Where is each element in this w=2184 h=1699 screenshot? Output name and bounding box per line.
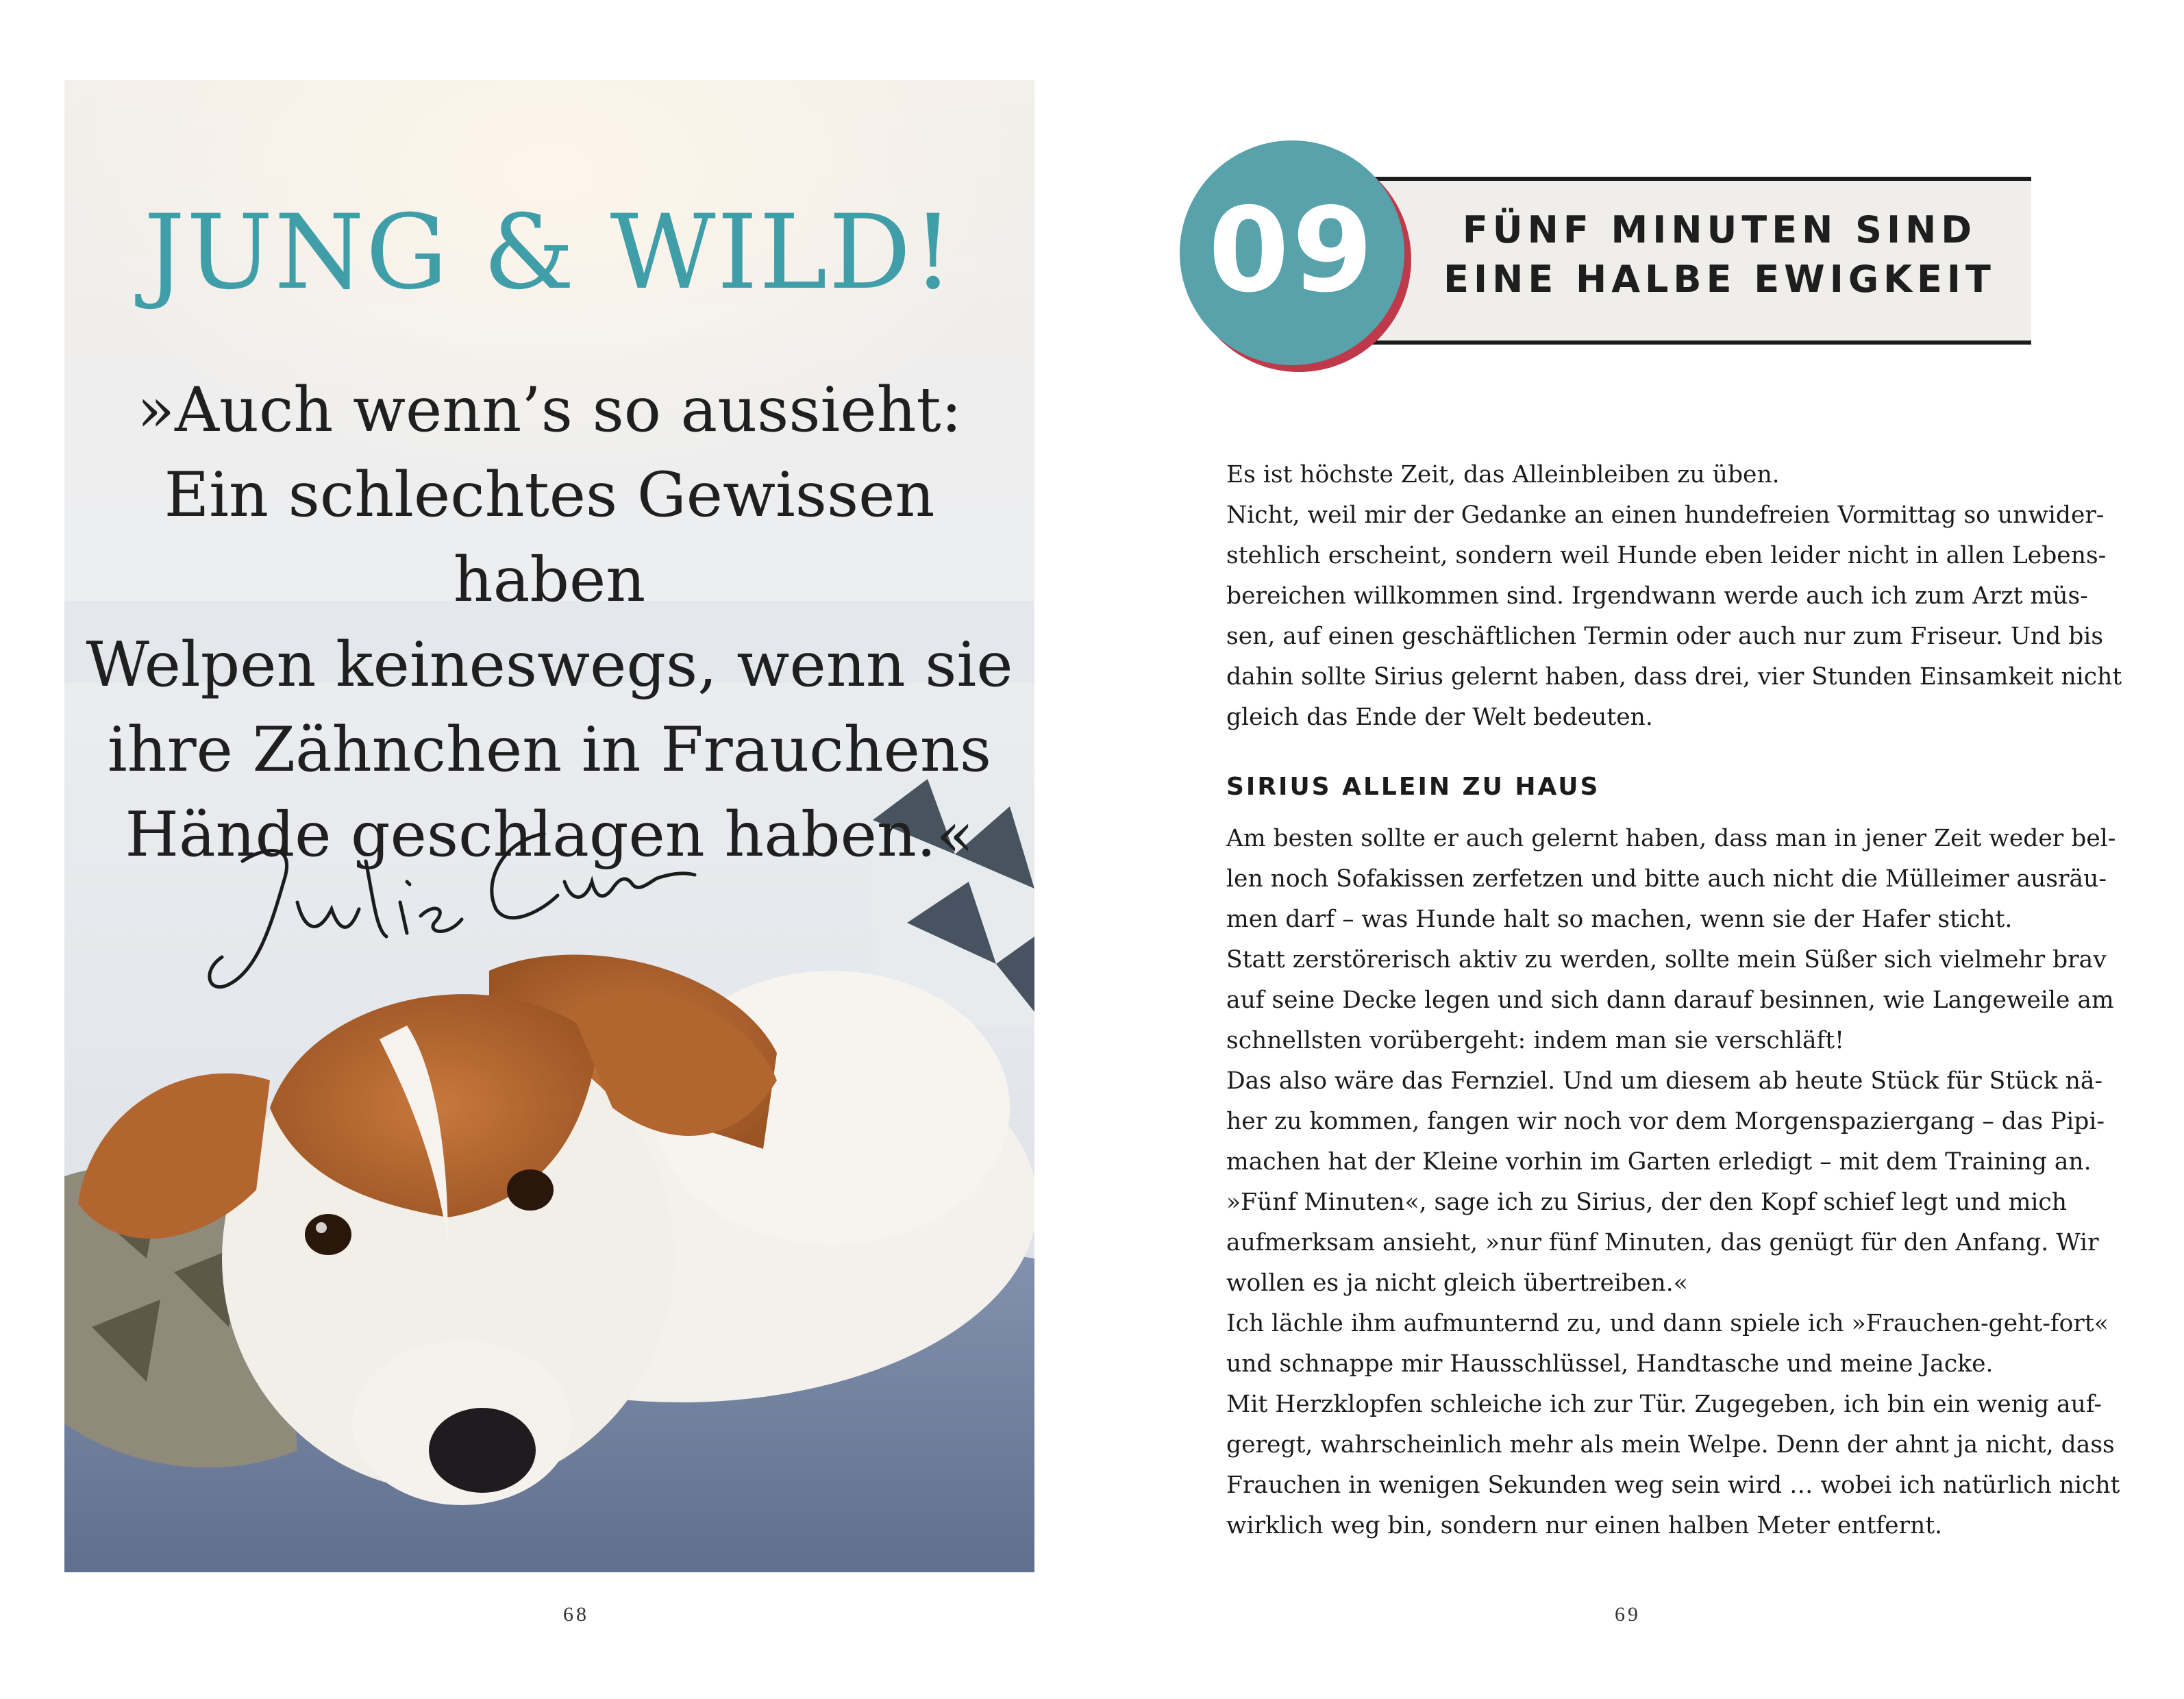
section-heading: SIRIUS ALLEIN ZU HAUS: [1226, 773, 1600, 801]
text-line: gleich das Ende der Welt bedeuten.: [1226, 704, 1653, 731]
text-line: auf seine Decke legen und sich dann darauf besinnen, wie Langeweile am: [1226, 987, 2114, 1014]
text-line: stehlich erscheint, sondern weil Hunde eben leider nicht in allen Lebens-: [1226, 542, 2107, 569]
quote-line: »Auch wenn’s so aussieht:: [136, 374, 963, 446]
text-line: Mit Herzklopfen schleiche ich zur Tür. Zugegeben, ich bin ein wenig auf-: [1226, 1391, 2102, 1418]
text-line: wollen es ja nicht gleich übertreiben.«: [1226, 1269, 1688, 1297]
dog-photo-panel: [64, 80, 1034, 1572]
text-line: Ich lächle ihm aufmunternd zu, und dann spiele ich »Frauchen-geht-fort«: [1226, 1310, 2109, 1337]
text-line: her zu kommen, fangen wir noch vor dem Morgenspaziergang – das Pipi-: [1226, 1108, 2105, 1135]
text-line: Am besten sollte er auch gelernt haben, dass man in jener Zeit weder bel-: [1226, 825, 2116, 852]
quote-line: Welpen keineswegs, wenn sie: [86, 629, 1013, 701]
text-line: wirklich weg bin, sondern nur einen halben Meter entfernt.: [1226, 1512, 1943, 1539]
text-line: bereichen willkommen sind. Irgendwann werde auch ich zum Arzt müs-: [1226, 582, 2088, 610]
section-paragraphs: [1226, 819, 2120, 1546]
text-line: Es ist höchste Zeit, das Alleinbleiben zu üben.: [1226, 461, 1780, 488]
quote-line: Ein schlechtes Gewissen haben: [164, 459, 935, 616]
quote-line: Hände geschlagen haben.«: [125, 799, 974, 871]
section-title: JUNG & WILD!: [143, 193, 956, 312]
text-line: Frauchen in wenigen Sekunden weg sein wird … wobei ich natürlich nicht: [1226, 1472, 2120, 1499]
page-number: 69: [1615, 1603, 1641, 1626]
text-line: Nicht, weil mir der Gedanke an einen hundefreien Vormittag so unwider-: [1226, 501, 2105, 529]
chapter-title-line: FÜNF MINUTEN SIND: [1462, 208, 1977, 251]
quote-line: ihre Zähnchen in Frauchens: [107, 714, 992, 786]
text-line: geregt, wahrscheinlich mehr als mein Welpe. Denn der ahnt ja nicht, dass: [1226, 1431, 2115, 1459]
text-line: sen, auf einen geschäftlichen Termin oder auch nur zum Friseur. Und bis: [1226, 623, 2104, 650]
text-line: Statt zerstörerisch aktiv zu werden, sollte mein Süßer sich vielmehr brav: [1226, 946, 2107, 973]
text-line: aufmerksam ansieht, »nur fünf Minuten, das genügt für den Anfang. Wir: [1226, 1229, 2099, 1256]
text-line: machen hat der Kleine vorhin im Garten erledigt – mit dem Training an.: [1226, 1148, 2092, 1176]
chapter-title: [1391, 206, 2048, 304]
page-number: 68: [563, 1603, 589, 1626]
chapter-number: 09: [1208, 183, 1376, 319]
text-line: dahin sollte Sirius gelernt haben, dass drei, vier Stunden Einsamkeit nicht: [1226, 663, 2122, 691]
text-line: und schnappe mir Hausschlüssel, Handtasche und meine Jacke.: [1226, 1350, 1994, 1378]
chapter-number-badge: [1180, 140, 1404, 365]
intro-paragraph: [1226, 455, 2122, 738]
text-line: len noch Sofakissen zerfetzen und bitte auch nicht die Mülleimer ausräu-: [1226, 865, 2107, 893]
text-line: schnellsten vorübergeht: indem man sie verschläft!: [1226, 1027, 1845, 1054]
chapter-title-line: EINE HALBE EWIGKEIT: [1443, 258, 1996, 301]
handwritten-signature: [201, 799, 722, 1032]
text-line: »Fünf Minuten«, sage ich zu Sirius, der den Kopf schief legt und mich: [1226, 1189, 2067, 1216]
text-line: Das also wäre das Fernziel. Und um diesem ab heute Stück für Stück nä-: [1226, 1067, 2103, 1095]
text-line: men darf – was Hunde halt so machen, wenn sie der Hafer sticht.: [1226, 906, 2013, 933]
